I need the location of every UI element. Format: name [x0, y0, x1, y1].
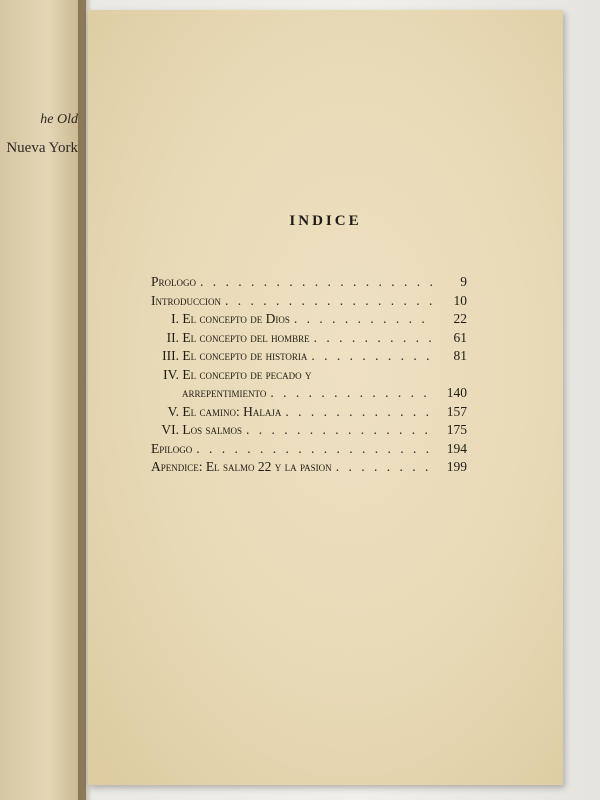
- toc-leader-dots: [311, 347, 435, 366]
- toc-entry: [151, 458, 467, 477]
- index-heading: INDICE: [289, 213, 362, 229]
- left-page-text-line: Nueva York: [6, 140, 78, 156]
- toc-leader-dots: [336, 458, 435, 477]
- toc-entry-title: arrepentimiento: [182, 385, 267, 400]
- toc-entry-page: 199: [446, 459, 467, 474]
- toc-entry-page: 61: [453, 329, 467, 345]
- toc-entry-page: 194: [446, 440, 467, 456]
- left-page: [0, 0, 86, 800]
- left-page-text-line: he Old: [40, 112, 78, 127]
- toc-entry-title: El concepto de pecado y: [182, 366, 312, 382]
- toc-entry-page: 175: [446, 422, 467, 437]
- toc-entry-number: IV.: [163, 366, 179, 382]
- toc-leader-dots: [246, 421, 435, 440]
- toc-entry-title: El concepto de Dios: [182, 311, 290, 326]
- toc-entry-page: 81: [453, 348, 467, 363]
- toc-leader-dots: [285, 403, 435, 422]
- toc-leader-dots: [225, 292, 435, 311]
- toc-entry: [151, 292, 467, 311]
- toc-leader-dots: [196, 440, 435, 459]
- toc-entry-title: Apendice: El salmo 22 y la pasion: [151, 459, 332, 474]
- toc-entry-title: Los salmos: [182, 422, 243, 437]
- toc-entry-number: III.: [162, 348, 179, 363]
- toc-entry-title: El concepto de historia: [182, 348, 308, 363]
- toc-entry-number: VI.: [161, 422, 179, 437]
- toc-entry-title: Introduccion: [151, 292, 221, 308]
- table-of-contents: [151, 273, 467, 477]
- toc-entry: [151, 421, 467, 440]
- toc-leader-dots: [200, 273, 435, 292]
- toc-entry-page: 140: [446, 385, 467, 400]
- toc-leader-dots: [294, 310, 435, 329]
- right-page: [88, 10, 563, 785]
- toc-entry: [151, 273, 467, 292]
- toc-entry-page: 9: [460, 274, 467, 289]
- toc-entry-page: 10: [453, 292, 467, 308]
- toc-entry-number: V.: [167, 403, 179, 419]
- toc-entry-title: El concepto del hombre: [182, 329, 310, 345]
- toc-entry: [151, 366, 467, 385]
- toc-entry: [151, 403, 467, 422]
- toc-entry-title: El camino: Halaja: [182, 403, 282, 419]
- toc-entry-continuation: [151, 384, 467, 403]
- toc-entry-page: 157: [446, 403, 467, 419]
- toc-leader-dots: [314, 329, 435, 348]
- toc-entry: [151, 440, 467, 459]
- toc-leader-dots: [270, 384, 435, 403]
- toc-entry-number: I.: [171, 311, 179, 326]
- toc-entry-title: Epilogo: [151, 440, 193, 456]
- toc-entry: [151, 347, 467, 366]
- toc-entry-page: 22: [453, 311, 467, 326]
- toc-entry-title: Prologo: [151, 274, 197, 289]
- toc-entry-number: II.: [166, 329, 179, 345]
- toc-entry: [151, 329, 467, 348]
- toc-entry: [151, 310, 467, 329]
